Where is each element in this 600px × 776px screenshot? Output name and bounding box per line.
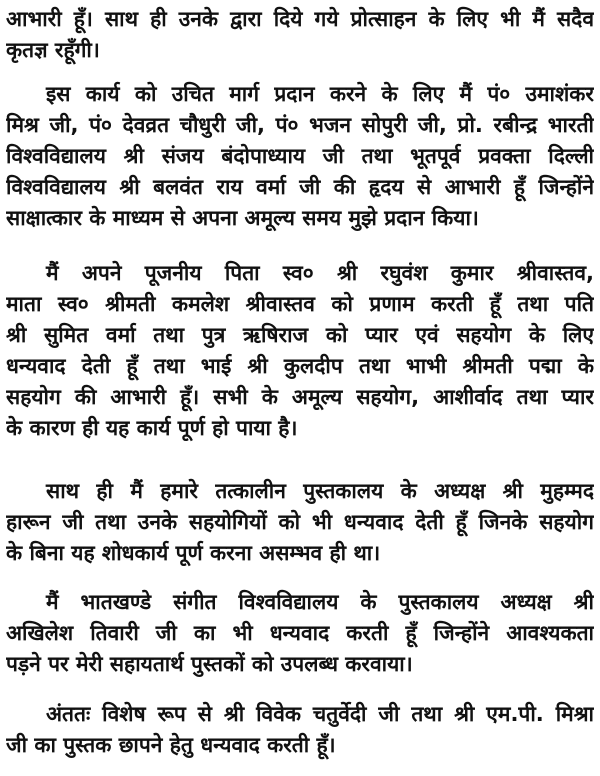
paragraph-library-thanks	[6, 476, 594, 569]
text-line: के कारण ही यह कार्य पूर्ण हो पाया है।	[6, 416, 298, 440]
paragraph-guidance-thanks	[6, 79, 594, 234]
text-line: सहयोग की आभारी हूँ। सभी के अमूल्य सहयोग, आशीर्वाद तथा प्यार	[6, 385, 594, 409]
text-line: धन्यवाद देती हूँ तथा भाई श्री कुलदीप तथा भाभी श्रीमती पद्मा के	[6, 354, 594, 378]
text-line: अंततः विशेष रूप से श्री विवेक चतुर्वेदी जी तथा श्री एम.पी. मिश्रा	[46, 702, 594, 726]
text-line: साथ ही मैं हमारे तत्कालीन पुस्तकालय के अध्यक्ष श्री मुहम्मद	[46, 479, 594, 503]
text-line: विश्वविद्यालय श्री बलवंत राय वर्मा जी की हृदय से आभारी हूँ जिन्होंने	[6, 175, 594, 199]
text-line: मैं अपने पूजनीय पिता स्व० श्री रघुवंश कुमार श्रीवास्तव,	[46, 261, 594, 285]
text-line: आभारी हूँ। साथ ही उनके द्वारा दिये गये प्रोत्साहन के लिए भी मैं सदैव	[6, 7, 594, 31]
text-line: इस कार्य को उचित मार्ग प्रदान करने के लिए मैं पं० उमाशंकर	[46, 82, 594, 106]
text-line: श्री सुमित वर्मा तथा पुत्र ऋषिराज को प्यार एवं सहयोग के लिए	[6, 323, 594, 347]
text-line: हारून जी तथा उनके सहयोगियों को भी धन्यवाद देती हूँ जिनके सहयोग	[6, 510, 594, 534]
text-line: मिश्र जी, पं० देवव्रत चौधुरी जी, पं० भजन सोपुरी जी, प्रो. रबीन्द्र भारती	[6, 113, 594, 137]
text-line: के बिना यह शोधकार्य पूर्ण करना असम्भव ही था।	[6, 541, 381, 565]
paragraph-continuation	[6, 4, 594, 66]
text-line: मैं भातखण्डे संगीत विश्वविद्यालय के पुस्तकालय अध्यक्ष श्री	[46, 590, 594, 614]
paragraph-publishing-thanks	[6, 699, 594, 761]
text-line: माता स्व० श्रीमती कमलेश श्रीवास्तव को प्रणाम करती हूँ तथा पति	[6, 292, 594, 316]
text-line: अखिलेश तिवारी जी का भी धन्यवाद करती हूँ जिन्होंने आवश्यकता	[6, 621, 594, 645]
text-line: साक्षात्कार के माध्यम से अपना अमूल्य समय मुझे प्रदान किया।	[6, 206, 479, 230]
text-line: कृतज्ञ रहूँगी।	[6, 38, 100, 62]
text-line: विश्वविद्यालय श्री संजय बंदोपाध्याय जी तथा भूतपूर्व प्रवक्ता दिल्ली	[6, 144, 594, 168]
paragraph-family-thanks	[6, 258, 594, 444]
paragraph-university-library-thanks	[6, 587, 594, 680]
text-line: जी का पुस्तक छापने हेतु धन्यवाद करती हूँ।	[6, 733, 336, 757]
text-line: पड़ने पर मेरी सहायतार्थ पुस्तकों को उपलब्ध करवाया।	[6, 652, 413, 676]
